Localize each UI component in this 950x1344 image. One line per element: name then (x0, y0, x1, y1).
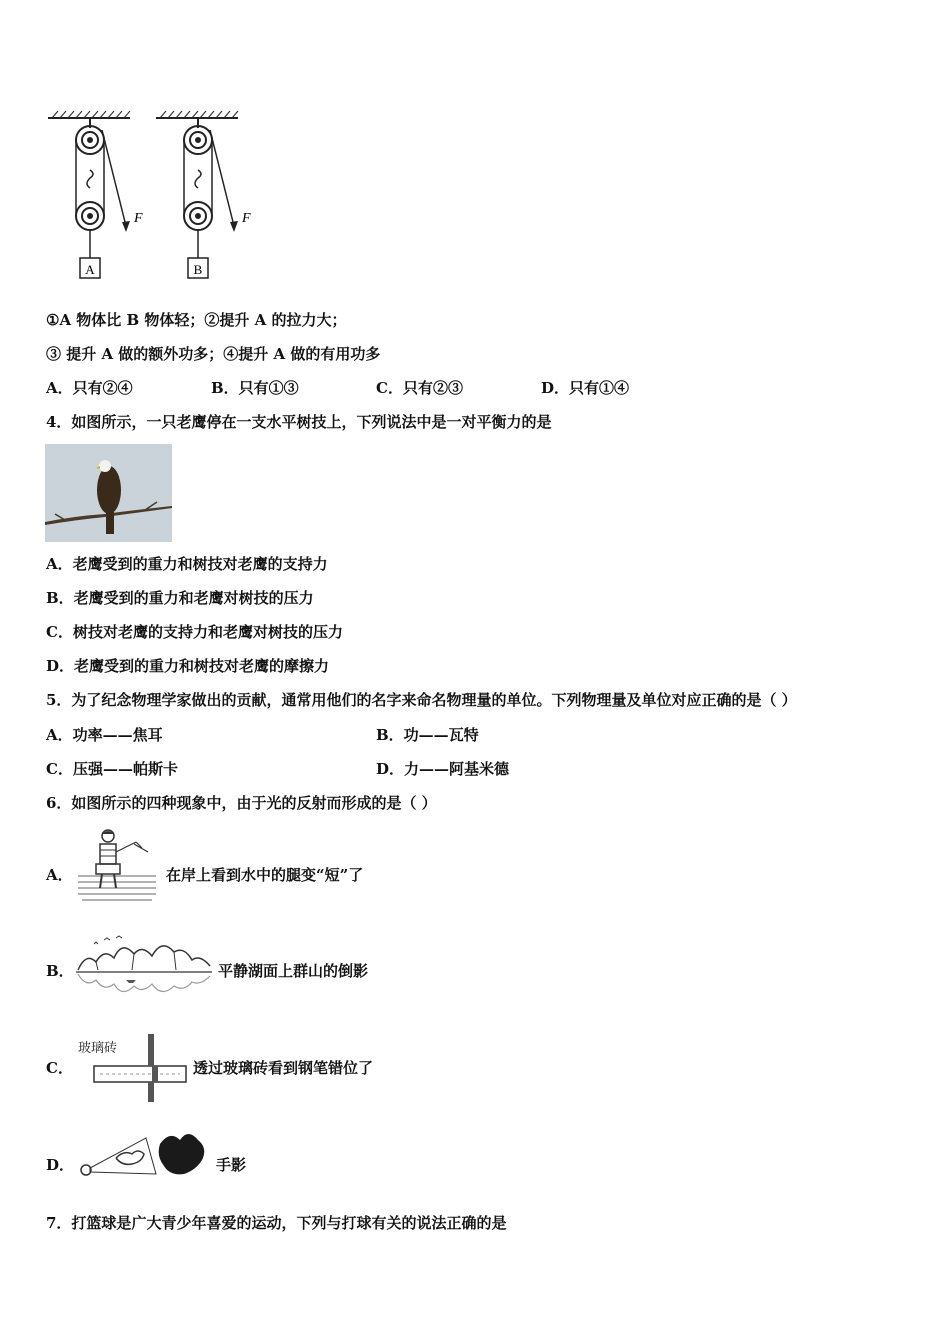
pulley-figure (44, 108, 251, 288)
q3-statement-2: ③ 提升 A 做的额外功多；④提升 A 做的有用功多 (46, 345, 381, 363)
q6-option-b-text: 平静湖面上群山的倒影 (218, 962, 369, 980)
q6-stem: 6．如图所示的四种现象中，由于光的反射而形成的是（ ） (46, 794, 437, 812)
glass-brick-caption: 玻璃砖 (78, 1041, 118, 1056)
q4-option-a: A．老鹰受到的重力和树技对老鹰的支持力 (46, 555, 328, 573)
q5-option-c: C．压强——帕斯卡 (46, 760, 178, 778)
glass-brick-pen-image (76, 1032, 188, 1104)
q3-option-a: A．只有②④ (46, 379, 133, 397)
q3-option-c: C．只有②③ (376, 379, 463, 397)
q4-option-b: B．老鹰受到的重力和老鹰对树技的压力 (46, 589, 314, 607)
pulley-system-b (156, 111, 251, 278)
q6-option-a-text: 在岸上看到水中的腿变“短”了 (166, 866, 364, 884)
q3-statement-1: ①A 物体比 B 物体轻；②提升 A 的拉力大； (46, 311, 347, 329)
q6-option-c-label: C． (46, 1059, 73, 1077)
q6-option-c-text: 透过玻璃砖看到钢笔错位了 (193, 1059, 374, 1077)
force-label-a: F (134, 211, 143, 226)
q4-stem: 4．如图所示，一只老鹰停在一支水平树技上，下列说法中是一对平衡力的是 (46, 413, 552, 431)
q4-option-d: D．老鹰受到的重力和树技对老鹰的摩擦力 (46, 657, 330, 675)
mountain-reflection-image (76, 936, 212, 1002)
pulley-system-a (48, 111, 143, 278)
q3-option-b: B．只有①③ (211, 379, 299, 397)
q5-option-b: B．功——瓦特 (376, 726, 479, 744)
hand-shadow-image (76, 1130, 210, 1182)
force-label-b: F (242, 211, 251, 226)
q5-option-a: A．功率——焦耳 (46, 726, 163, 744)
q5-option-d: D．力——阿基米德 (376, 760, 510, 778)
block-a-label: A (85, 262, 95, 277)
q6-option-d-label: D． (46, 1156, 75, 1174)
q4-option-c: C．树技对老鹰的支持力和老鹰对树技的压力 (46, 623, 343, 641)
q6-option-b-label: B． (46, 962, 74, 980)
q6-option-d-text: 手影 (216, 1156, 247, 1174)
block-b-label: B (193, 262, 203, 277)
q3-option-d: D．只有①④ (541, 379, 630, 397)
q7-stem: 7．打篮球是广大青少年喜爱的运动，下列与打球有关的说法正确的是 (46, 1214, 507, 1232)
legs-in-water-image (76, 828, 158, 902)
eagle-photo (45, 444, 172, 542)
q6-option-a-label: A． (46, 866, 73, 884)
q5-stem: 5．为了纪念物理学家做出的贡献，通常用他们的名字来命名物理量的单位。下列物理量及单位对应正确的是（ ） (46, 691, 797, 709)
